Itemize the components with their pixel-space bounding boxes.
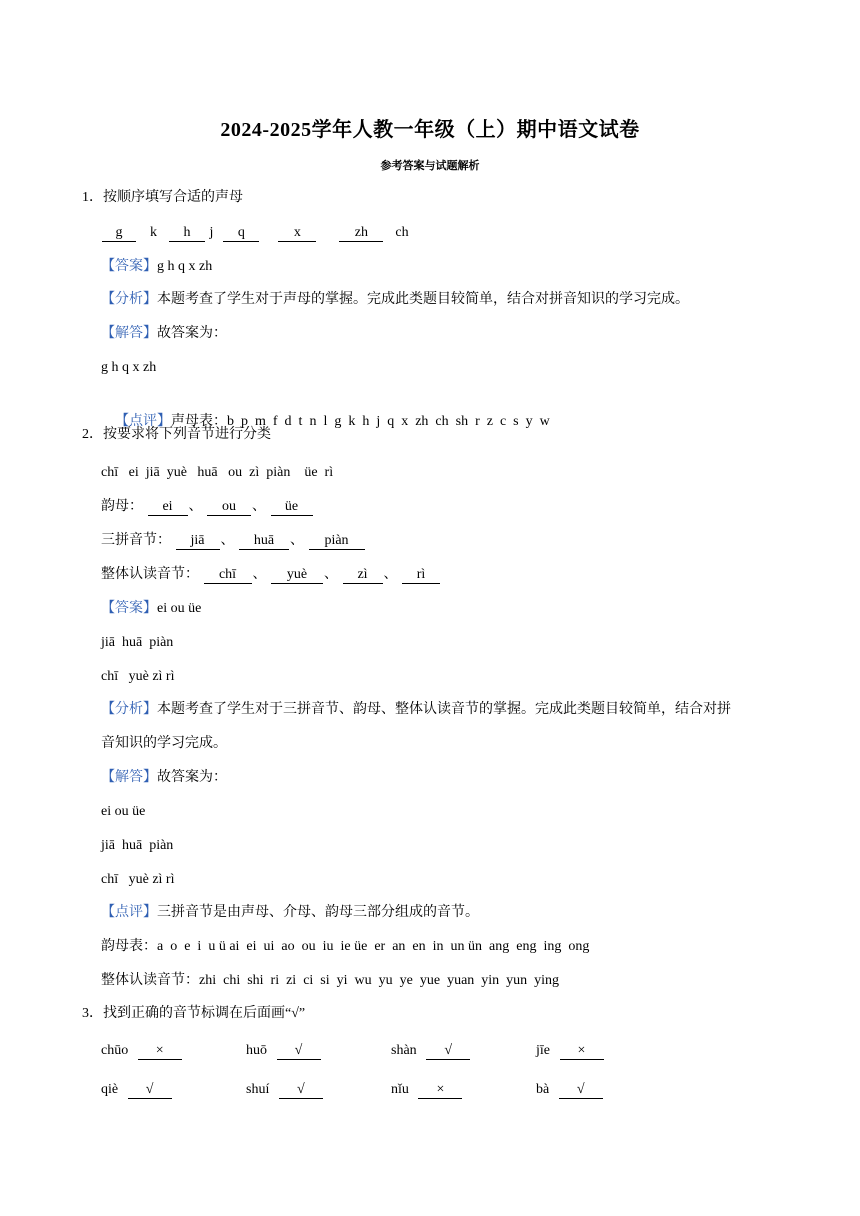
q2-triple-row xyxy=(101,531,366,551)
q3-syllable: bà xyxy=(536,1082,550,1097)
q3-item xyxy=(246,1080,324,1100)
q1-solution xyxy=(101,324,227,344)
q2-analysis-text-1: 本题考查了学生对于三拼音节、韵母、整体认读音节的掌握。完成此类题目较简单，结合对拼 xyxy=(157,702,731,717)
q2-solution-1: ei ou üe xyxy=(101,804,146,819)
q1-given-2: j xyxy=(209,225,214,240)
q1-answer-text: g h q x zh xyxy=(157,259,213,274)
answer-tag: 【答案】 xyxy=(101,259,157,274)
analysis-tag: 【分析】 xyxy=(101,702,157,717)
q3-syllable: chūo xyxy=(101,1043,129,1058)
q1-title: 1．按顺序填写合适的声母 xyxy=(82,190,243,205)
q2-comment xyxy=(101,903,479,923)
q3-syllable: shuí xyxy=(246,1082,270,1097)
q2-triple-blank-3: piàn xyxy=(309,533,365,550)
comment-tag: 【点评】 xyxy=(101,905,157,920)
q3-syllable: nǐu xyxy=(391,1082,409,1097)
solution-tag: 【解答】 xyxy=(101,770,157,785)
q1-blank-4: x xyxy=(278,225,316,242)
q2-answer-text-1: ei ou üe xyxy=(157,601,202,616)
q2-triple-blank-2: huā xyxy=(239,533,289,550)
q2-whole-row xyxy=(101,565,441,585)
page-title: 2024-2025学年人教一年级（上）期中语文试卷 xyxy=(220,119,640,141)
q1-given-3: ch xyxy=(395,225,409,240)
q3-syllable: huō xyxy=(246,1043,267,1058)
separator: 、 xyxy=(290,533,304,548)
q2-finals-blank-3: üe xyxy=(271,499,313,516)
q2-solution-2: jiā huā piàn xyxy=(101,838,174,853)
separator: 、 xyxy=(252,567,267,582)
q3-item xyxy=(391,1080,463,1100)
q3-mark: √ xyxy=(559,1082,603,1099)
q2-whole-blank-2: yuè xyxy=(271,567,323,584)
separator: 、 xyxy=(188,499,203,514)
q1-answer xyxy=(101,257,212,277)
q2-triple-label: 三拼音节： xyxy=(101,533,171,548)
q2-comment-text: 三拼音节是由声母、介母、韵母三部分组成的音节。 xyxy=(157,905,479,920)
q2-whole-label: 整体认读音节： xyxy=(101,567,199,582)
q1-comment-text: 声母表：b p m f d t n l g k h j q x zh ch sh r z c s y w xyxy=(171,414,550,429)
q3-mark: × xyxy=(560,1043,604,1060)
q1-analysis xyxy=(101,290,689,310)
q2-finals-blank-1: ei xyxy=(148,499,188,516)
q3-item xyxy=(246,1041,322,1061)
q3-mark: √ xyxy=(279,1082,323,1099)
q1-blank-2: h xyxy=(169,225,205,242)
separator: 、 xyxy=(220,533,235,548)
q2-answer-text-2: jiā huā piàn xyxy=(101,635,174,650)
q3-item xyxy=(536,1041,605,1061)
q2-analysis-text-2: 音知识的学习完成。 xyxy=(101,736,227,751)
q3-title: 3．找到正确的音节标调在后面画“√” xyxy=(82,1006,306,1021)
q2-finals-blank-2: ou xyxy=(207,499,251,516)
q3-syllable: qiè xyxy=(101,1082,119,1097)
q3-mark: × xyxy=(138,1043,182,1060)
q1-solution-text: 故答案为： xyxy=(157,326,227,341)
q1-given-1: k xyxy=(150,225,157,240)
q1-fill-row xyxy=(101,223,409,243)
q2-whole-blank-3: zì xyxy=(343,567,383,584)
q1-blank-5: zh xyxy=(339,225,383,242)
q2-whole-blank-4: rì xyxy=(402,567,440,584)
q2-solution xyxy=(101,768,227,788)
q3-syllable: shàn xyxy=(391,1043,417,1058)
q2-syllables: chī ei jiā yuè huā ou zì piàn üe rì xyxy=(101,465,334,480)
q3-syllable: jīe xyxy=(536,1043,550,1058)
q3-item xyxy=(391,1041,471,1061)
q1-solution-answer: g h q x zh xyxy=(101,360,157,375)
q3-mark: √ xyxy=(128,1082,172,1099)
q2-solution-text: 故答案为： xyxy=(157,770,227,785)
q3-mark: √ xyxy=(426,1043,470,1060)
q2-finals-row xyxy=(101,497,314,517)
separator: 、 xyxy=(252,499,266,514)
q1-blank-1: g xyxy=(102,225,136,242)
separator: 、 xyxy=(324,567,338,582)
q2-answer xyxy=(101,599,201,619)
analysis-tag: 【分析】 xyxy=(101,292,157,307)
q2-triple-blank-1: jiā xyxy=(176,533,220,550)
q2-whole-blank-1: chī xyxy=(204,567,252,584)
q3-item xyxy=(101,1041,183,1061)
q3-mark: √ xyxy=(277,1043,321,1060)
q2-title: 2．按要求将下列音节进行分类 xyxy=(82,427,271,442)
q2-answer-text-3: chī yuè zì rì xyxy=(101,669,175,684)
q3-mark: × xyxy=(418,1082,462,1099)
q3-item xyxy=(536,1080,604,1100)
q1-blank-3: q xyxy=(223,225,259,242)
solution-tag: 【解答】 xyxy=(101,326,157,341)
answer-tag: 【答案】 xyxy=(101,601,157,616)
q2-analysis xyxy=(101,700,731,720)
q2-solution-3: chī yuè zì rì xyxy=(101,872,175,887)
page-subtitle: 参考答案与试题解析 xyxy=(380,160,480,172)
q2-whole-table: 整体认读音节：zhi chi shi ri zi ci si yi wu yu ye yue yuan yin yun ying xyxy=(101,973,560,988)
q2-finals-label: 韵母： xyxy=(101,499,143,514)
comment-tag: 【点评】 xyxy=(115,414,171,429)
q1-analysis-text: 本题考查了学生对于声母的掌握。完成此类题目较简单，结合对拼音知识的学习完成。 xyxy=(157,292,689,307)
q2-finals-table: 韵母表：a o e i u ü ai ei ui ao ou iu ie üe er an en in un ün ang eng ing ong xyxy=(101,939,590,954)
separator: 、 xyxy=(383,567,398,582)
q3-item xyxy=(101,1080,173,1100)
